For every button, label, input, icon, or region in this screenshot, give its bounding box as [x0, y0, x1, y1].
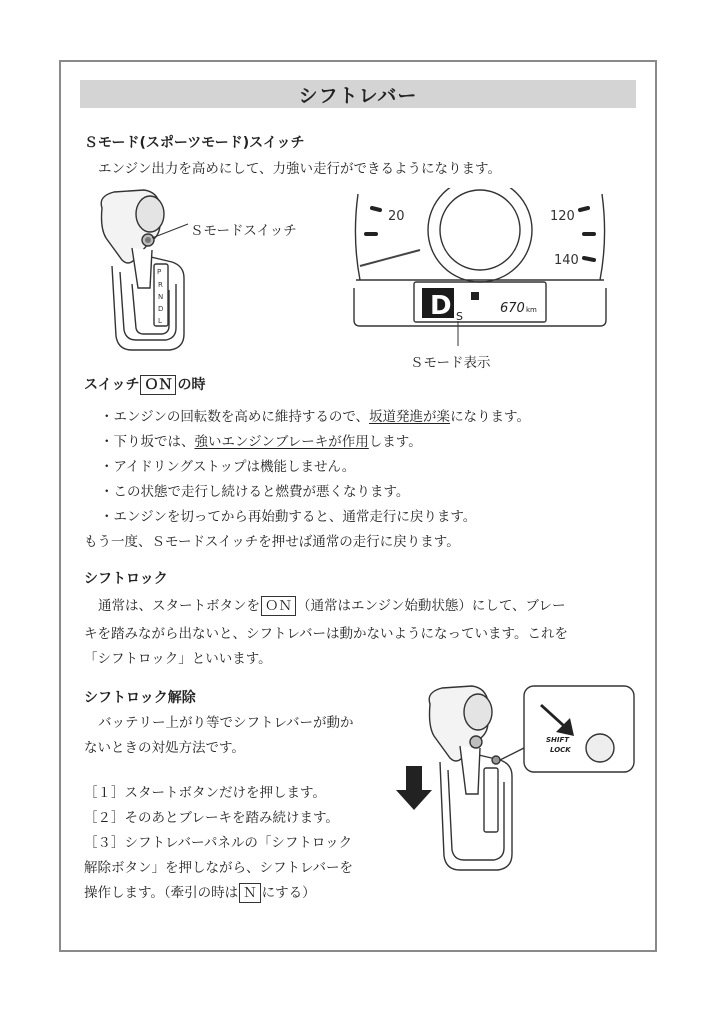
- release-heading: シフトロック解除: [84, 690, 196, 706]
- switch-on-heading-pre: スイッチ: [84, 377, 140, 393]
- mode-indicator: S: [456, 310, 463, 323]
- shift-lock-callout-1: SHIFT: [546, 736, 570, 744]
- switch-on-bullet-2: ・下り坂では、強いエンジンブレーキが作用します。: [100, 434, 422, 450]
- switch-on-bullet-5: ・エンジンを切ってから再始動すると、通常走行に戻ります。: [100, 509, 477, 525]
- switch-on-heading: [84, 374, 205, 395]
- release-step-3a: ［３］シフトレバーパネルの「シフトロック: [84, 835, 353, 851]
- switch-on-bullet-1: ・エンジンの回転数を高めに維持するので、坂道発進が楽になります。: [100, 409, 530, 425]
- odometer-value: 670: [500, 301, 525, 316]
- shift-lock-line-1: 通常は、スタートボタンを ＯＮ （通常はエンジン始動状態）にして、ブレー: [98, 598, 566, 614]
- smode-intro: エンジン出力を高めにして、力強い走行ができるようになります。: [98, 161, 501, 177]
- switch-on-box: ＯＮ: [140, 375, 176, 395]
- release-step-3c: 操作します。（牽引の時は Ｎ にする）: [84, 885, 316, 901]
- smode-display-callout: Ｓモード表示: [410, 355, 491, 371]
- page-title: シフトレバー: [80, 80, 636, 108]
- release-step-1: ［１］スタートボタンだけを押します。: [84, 785, 326, 801]
- smode-switch-callout: Ｓモードスイッチ: [190, 223, 297, 239]
- speed-mark-120: 120: [550, 209, 575, 224]
- meter-illustration: [350, 188, 610, 348]
- switch-on-note: もう一度、Ｓモードスイッチを押せば通常の走行に戻ります。: [84, 534, 460, 550]
- speed-mark-140: 140: [554, 253, 579, 268]
- shift-lock-callout-2: LOCK: [550, 746, 571, 754]
- shift-lock-release-illustration: [392, 684, 642, 880]
- shift-lock-heading: シフトロック: [84, 571, 168, 587]
- gear-indicator: D: [430, 291, 452, 321]
- shift-lever-illustration: [92, 188, 322, 356]
- smode-heading: Ｓモード(スポーツモード)スイッチ: [84, 135, 305, 151]
- odometer-unit: km: [526, 306, 537, 314]
- release-n-box: Ｎ: [239, 883, 261, 903]
- switch-on-heading-post: の時: [177, 377, 206, 393]
- shift-lock-on-box: ＯＮ: [261, 596, 296, 616]
- lever-label-p: P: [157, 268, 162, 276]
- lever-label-l: L: [158, 317, 162, 325]
- shift-lock-line-2: キを踏みながら出ないと、シフトレバーは動かないようになっています。これを: [84, 626, 568, 642]
- lever-label-r: R: [158, 281, 163, 289]
- release-line-1: バッテリー上がり等でシフトレバーが動か: [98, 715, 354, 731]
- lever-label-n: N: [158, 293, 164, 301]
- switch-on-bullet-4: ・この状態で走行し続けると燃費が悪くなります。: [100, 484, 410, 500]
- release-line-2: ないときの対処方法です。: [84, 740, 245, 756]
- shift-lock-line-3: 「シフトロック」といいます。: [84, 651, 272, 667]
- release-step-3b: 解除ボタン」を押しながら、シフトレバーを: [84, 860, 354, 876]
- release-step-2: ［２］そのあとブレーキを踏み続けます。: [84, 810, 339, 826]
- speed-mark-20: 20: [388, 209, 405, 224]
- lever-label-d: D: [158, 305, 164, 313]
- switch-on-bullet-3: ・アイドリングストップは機能しません。: [100, 459, 356, 475]
